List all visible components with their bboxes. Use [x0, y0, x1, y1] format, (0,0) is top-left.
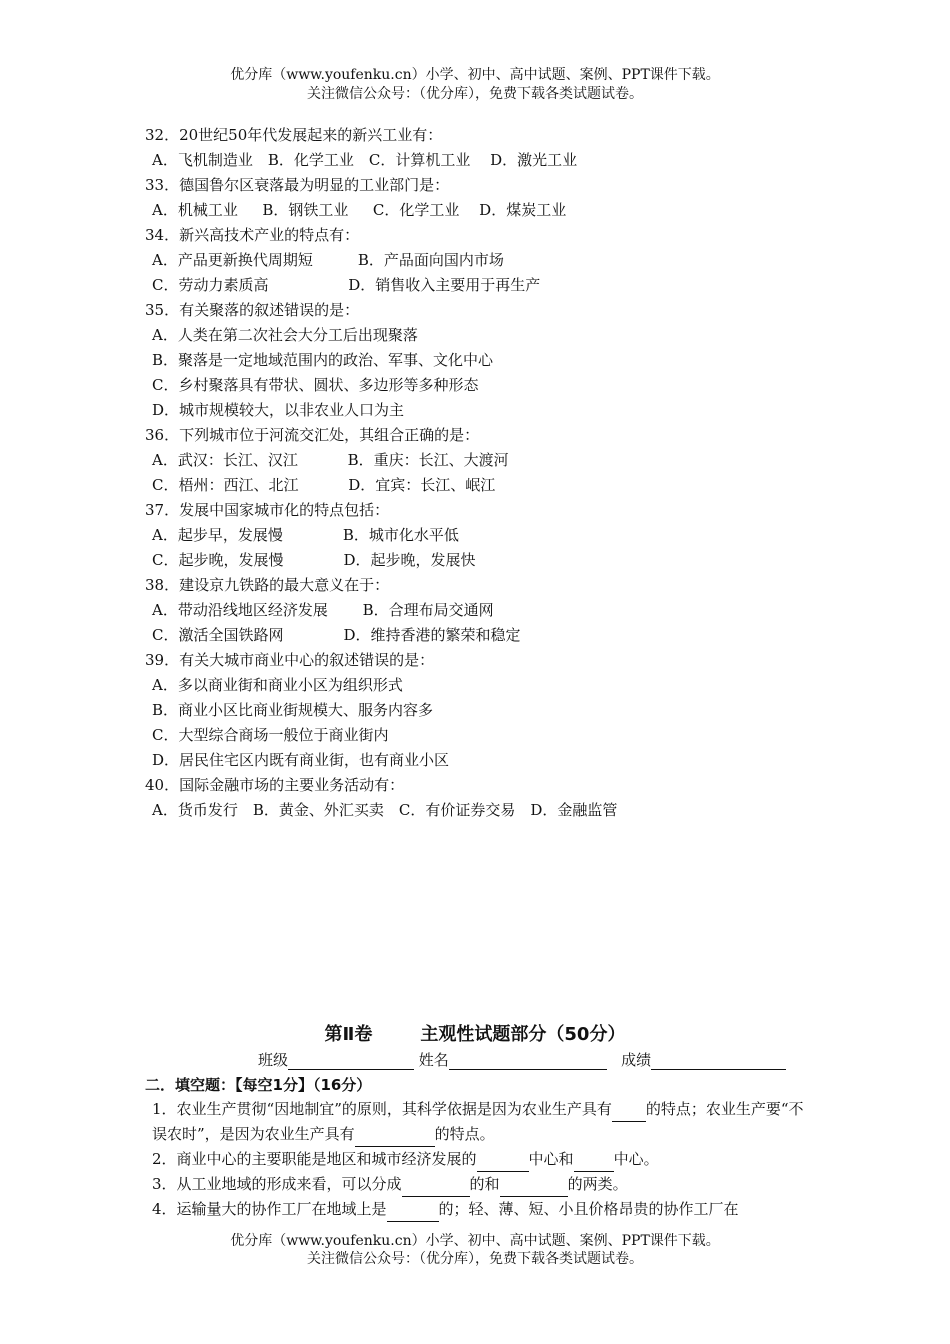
- footer-line-1: 优分库（www.youfenku.cn）小学、初中、高中试题、案例、PPT课件下载。: [230, 1233, 720, 1249]
- question-options: A．人类在第二次社会大分工后出现聚落: [152, 326, 418, 344]
- question-options: B．商业小区比商业街规模大、服务内容多: [152, 701, 434, 719]
- part-two-subtitle: 主观性试题部分（50分）: [420, 1024, 626, 1045]
- score-blank[interactable]: [651, 1053, 786, 1070]
- footer-line-2: 关注微信公众号：（优分库），免费下载各类试题试卷。: [307, 1251, 643, 1267]
- answer-blank[interactable]: [402, 1179, 470, 1197]
- question-stem: 37．发展中国家城市化的特点包括：: [145, 501, 390, 519]
- question-options: C．乡村聚落具有带状、圆状、多边形等多种形态: [152, 376, 479, 394]
- class-blank[interactable]: [288, 1053, 414, 1070]
- question-options: C．起步晚，发展慢 D．起步晚，发展快: [152, 551, 476, 569]
- question-options: C．劳动力素质高 D．销售收入主要用于再生产: [152, 276, 541, 294]
- fill-text: 中心和: [528, 1150, 574, 1168]
- answer-blank[interactable]: [355, 1129, 435, 1147]
- question-stem: 33．德国鲁尔区衰落最为明显的工业部门是：: [145, 176, 450, 194]
- question-options: A．起步早，发展慢 B．城市化水平低: [152, 526, 459, 544]
- name-blank[interactable]: [449, 1053, 607, 1070]
- answer-blank[interactable]: [612, 1104, 646, 1122]
- question-stem: 40．国际金融市场的主要业务活动有：: [145, 776, 405, 794]
- answer-blank[interactable]: [574, 1154, 614, 1172]
- question-options: A．机械工业 B．钢铁工业 C．化学工业 D．煤炭工业: [152, 201, 567, 219]
- question-options: B．聚落是一定地域范围内的政治、军事、文化中心: [152, 351, 494, 369]
- fill-text: 的特点；农业生产要“不误农时”，是因为农业生产具有: [152, 1100, 804, 1143]
- score-label: 成绩: [621, 1051, 652, 1069]
- question-options: A．飞机制造业 B．化学工业 C．计算机工业 D．激光工业: [152, 151, 578, 169]
- fill-text: 的特点。: [434, 1125, 495, 1143]
- class-label: 班级: [258, 1051, 289, 1069]
- question-options: A．带动沿线地区经济发展 B．合理布局交通网: [152, 601, 494, 619]
- question-stem: 39．有关大城市商业中心的叙述错误的是：: [145, 651, 435, 669]
- question-stem: 38．建设京九铁路的最大意义在于：: [145, 576, 390, 594]
- question-options: C．大型综合商场一般位于商业街内: [152, 726, 389, 744]
- student-info-row: [258, 1049, 786, 1070]
- question-options: C．激活全国铁路网 D．维持香港的繁荣和稳定: [152, 626, 521, 644]
- fill-item: [152, 1147, 812, 1172]
- fill-text: 4．运输量大的协作工厂在地域上是: [152, 1200, 387, 1218]
- question-stem: 35．有关聚落的叙述错误的是：: [145, 301, 360, 319]
- fill-text: 3．从工业地域的形成来看，可以分成: [152, 1175, 402, 1193]
- name-label: 姓名: [418, 1051, 449, 1069]
- question-options: A．多以商业街和商业小区为组织形式: [152, 676, 403, 694]
- header-line-2: 关注微信公众号：（优分库），免费下载各类试题试卷。: [307, 86, 643, 102]
- fill-item: [152, 1097, 812, 1147]
- part-two-title: [0, 1020, 950, 1046]
- answer-blank[interactable]: [500, 1179, 568, 1197]
- fill-text: 的；轻、薄、短、小且价格昂贵的协作工厂在: [438, 1200, 739, 1218]
- fill-item: [152, 1172, 812, 1197]
- question-options: D．城市规模较大，以非农业人口为主: [152, 401, 405, 419]
- fill-text: 中心。: [613, 1150, 659, 1168]
- question-stem: 34．新兴高技术产业的特点有：: [145, 226, 360, 244]
- section-heading: 二．填空题：【每空1分】（16分）: [145, 1076, 372, 1094]
- answer-blank[interactable]: [477, 1154, 529, 1172]
- question-options: D．居民住宅区内既有商业街，也有商业小区: [152, 751, 450, 769]
- answer-blank[interactable]: [387, 1204, 439, 1222]
- part-two-label: 第Ⅱ卷: [324, 1024, 373, 1045]
- fill-text: 1．农业生产贯彻“因地制宜”的原则，其科学依据是因为农业生产具有: [152, 1100, 612, 1118]
- question-options: C．梧州：西江、北江 D．宜宾：长江、岷江: [152, 476, 496, 494]
- fill-text: 2．商业中心的主要职能是地区和城市经济发展的: [152, 1150, 477, 1168]
- question-stem: 32．20世纪50年代发展起来的新兴工业有：: [145, 126, 443, 144]
- question-stem: 36．下列城市位于河流交汇处，其组合正确的是：: [145, 426, 480, 444]
- fill-text: 的两类。: [567, 1175, 628, 1193]
- header-line-1: 优分库（www.youfenku.cn）小学、初中、高中试题、案例、PPT课件下载。: [230, 67, 720, 83]
- fill-text: 的和: [469, 1175, 500, 1193]
- fill-item: [152, 1197, 832, 1222]
- question-options: A．货币发行 B．黄金、外汇买卖 C．有价证券交易 D．金融监管: [152, 801, 618, 819]
- question-options: A．产品更新换代周期短 B．产品面向国内市场: [152, 251, 504, 269]
- question-options: A．武汉：长江、汉江 B．重庆：长江、大渡河: [152, 451, 509, 469]
